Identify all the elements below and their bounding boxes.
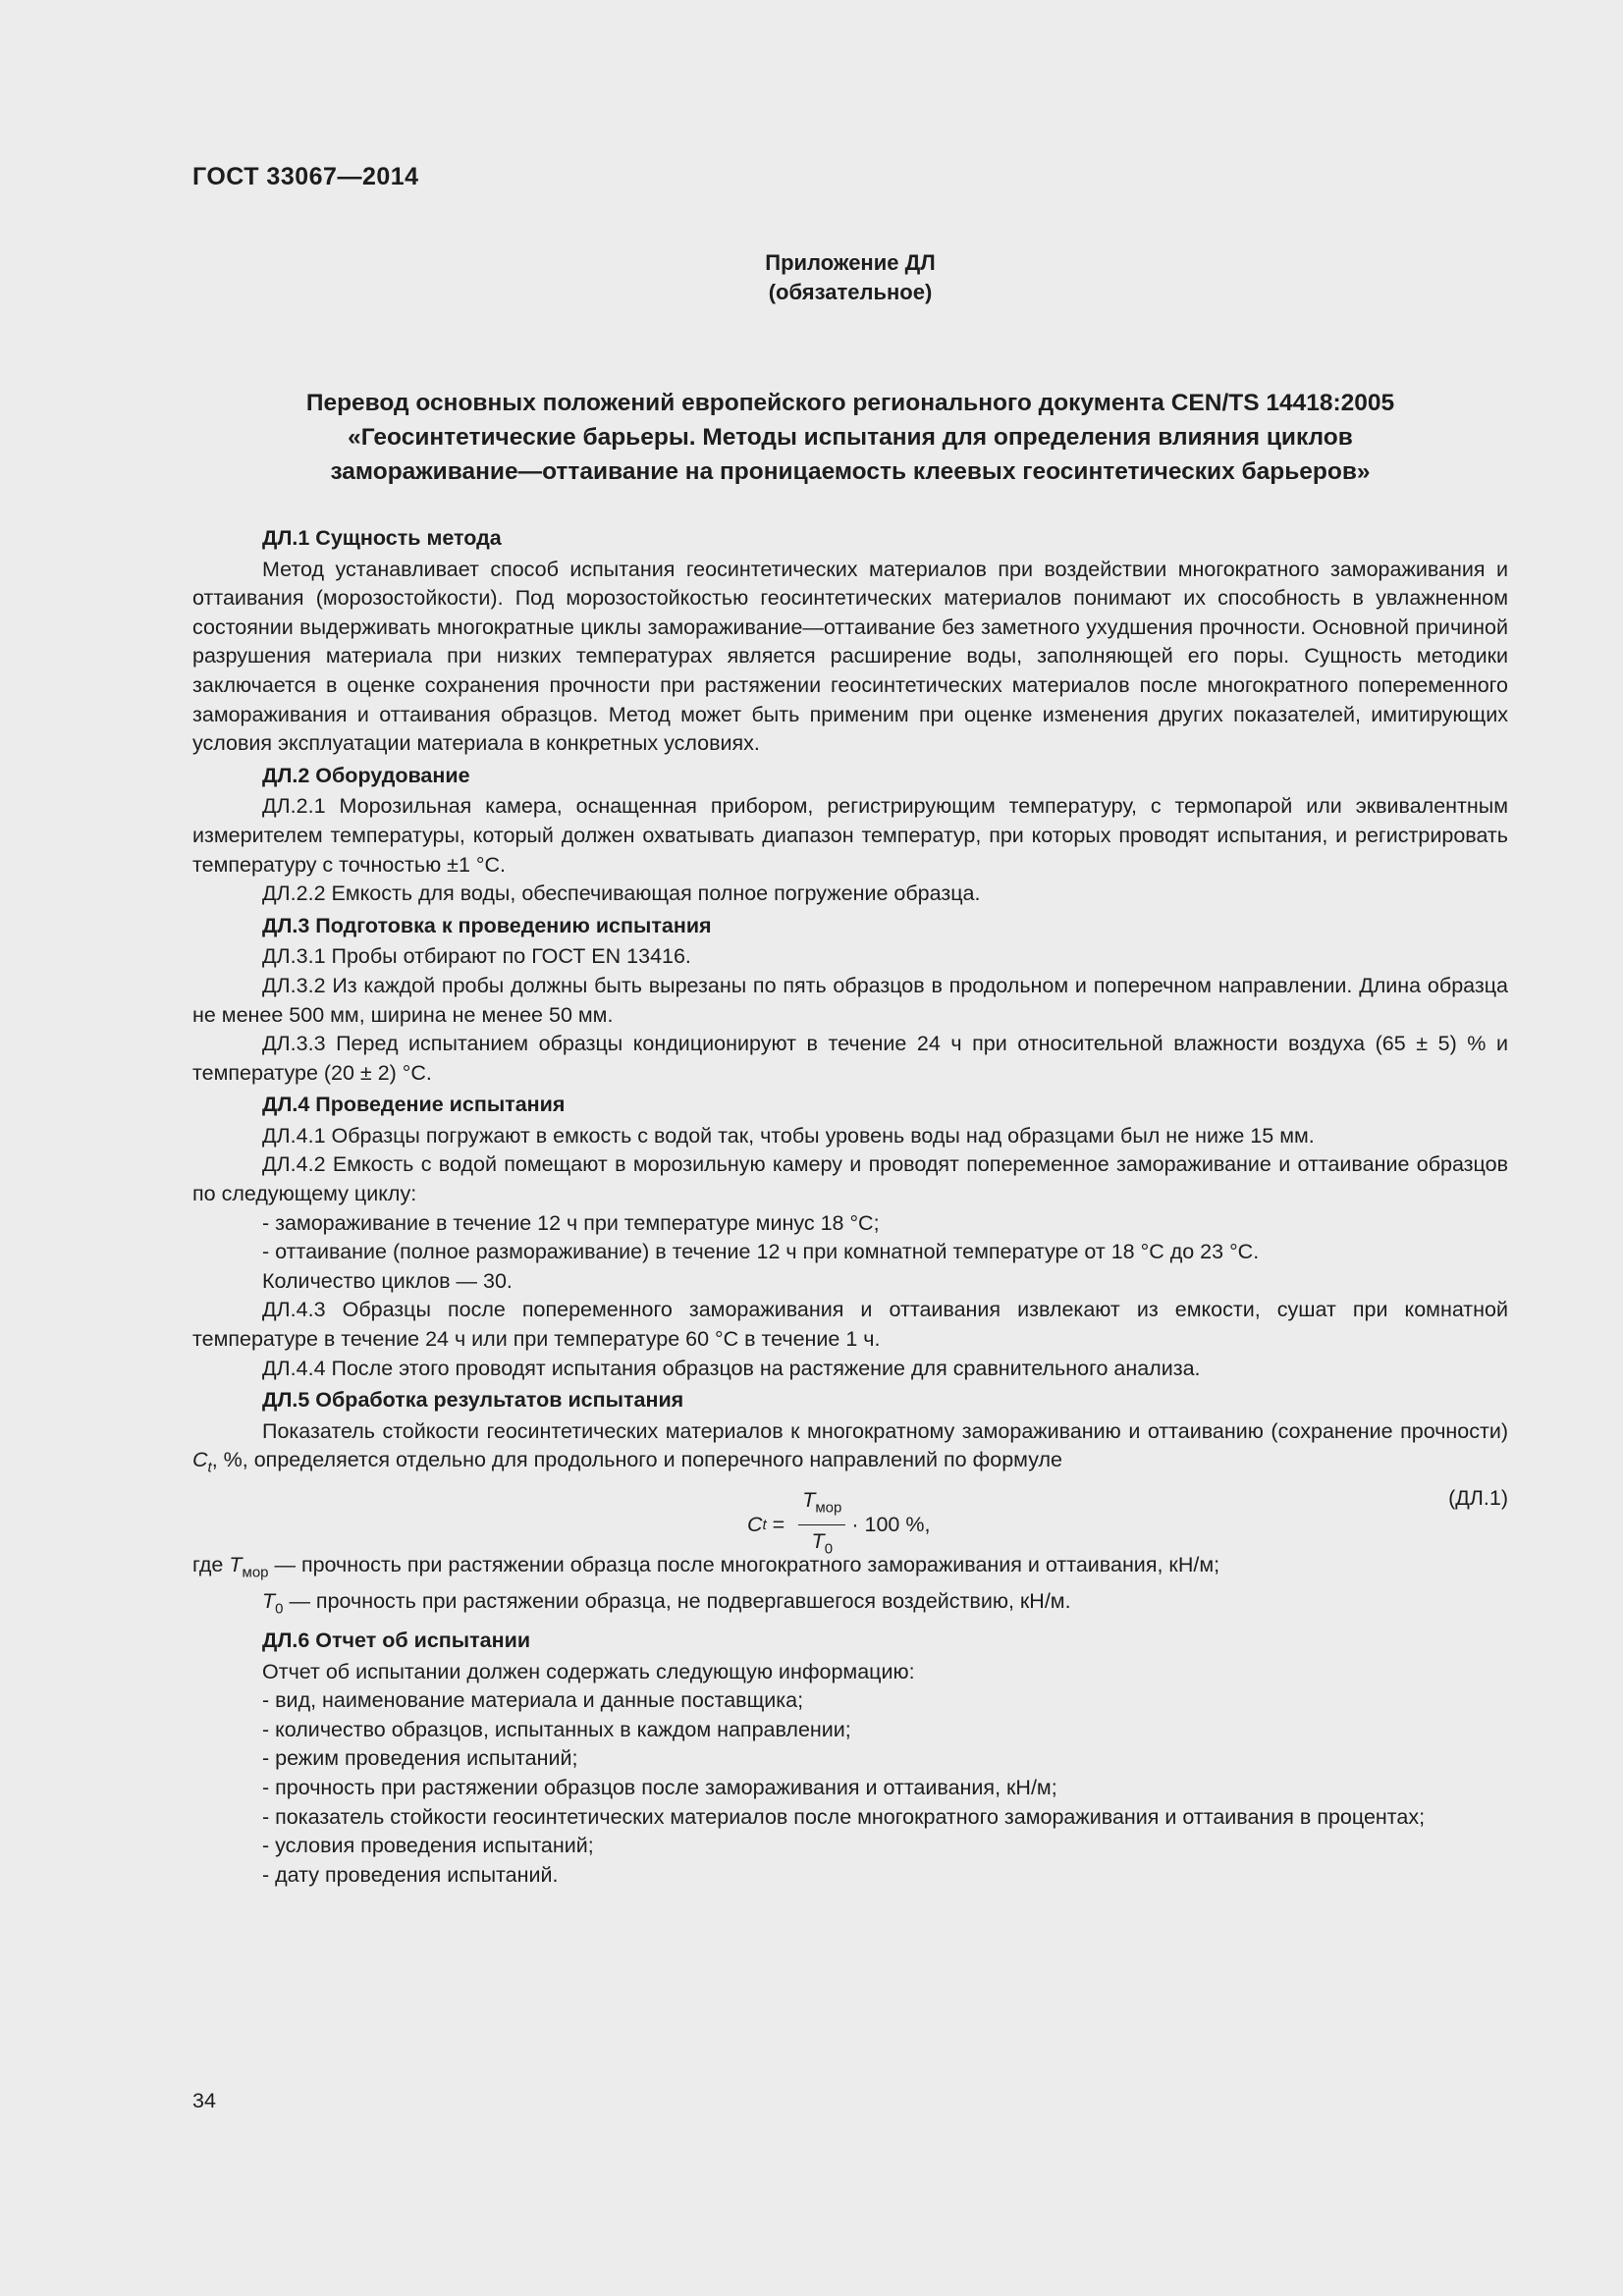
- formula: [747, 1486, 930, 1564]
- text-run: где: [192, 1553, 230, 1577]
- section-heading-dl5: ДЛ.5 Обработка результатов испытания: [262, 1388, 684, 1413]
- paragraph: ДЛ.3.3 Перед испытанием образцы кондиционируют в течение 24 ч при относительной влажности воздуха (65 ± 5) % и температуре (20 ± 2) °С.: [192, 1032, 1508, 1085]
- paragraph: ДЛ.2.1 Морозильная камера, оснащенная прибором, регистрирующим температуру, с термопарой или эквивалентным измерителем температуры, который должен охватывать диапазон температур, при которых проводят испытания, и регистрировать температуру с точностью ±1 °С.: [192, 794, 1508, 877]
- text-run: , %, определяется отдельно для продольного и поперечного направлений по формуле: [211, 1448, 1062, 1472]
- list-item: - режим проведения испытаний;: [262, 1746, 578, 1771]
- formula-rhs: · 100 %,: [851, 1512, 931, 1536]
- list-item: - вид, наименование материала и данные поставщика;: [262, 1688, 804, 1713]
- text-run: — прочность при растяжении образца, не подвергавшегося воздействию, кН/м.: [283, 1589, 1071, 1614]
- formula-block: [192, 1482, 1508, 1558]
- appendix-title: Приложение ДЛ: [765, 250, 936, 275]
- variable: T: [229, 1553, 243, 1577]
- formula-explanation: [192, 1587, 1508, 1624]
- appendix-status: (обязательное): [768, 280, 933, 304]
- list-item: - показатель стойкости геосинтетических материалов после многократного замораживания и оттаивания в процентах;: [262, 1804, 1426, 1829]
- paragraph: Отчет об испытании должен содержать следующую информацию:: [262, 1659, 915, 1683]
- paragraph: ДЛ.4.3 Образцы после попеременного замораживания и оттаивания извлекают из емкости, сушат при комнатной температуре в течение 24 ч или при температуре 60 °С в течение 1 ч.: [192, 1298, 1508, 1352]
- variable-subscript: 0: [275, 1600, 284, 1618]
- denominator-var: T: [811, 1529, 825, 1554]
- section-heading-dl2: ДЛ.2 Оборудование: [262, 763, 470, 787]
- section-heading-dl6: ДЛ.6 Отчет об испытании: [262, 1629, 531, 1653]
- paragraph: [192, 1417, 1508, 1482]
- list-item: - количество образцов, испытанных в каждом направлении;: [262, 1717, 851, 1741]
- numerator-var: T: [802, 1488, 816, 1513]
- section-heading-dl4: ДЛ.4 Проведение испытания: [262, 1093, 566, 1117]
- title-line-1: Перевод основных положений европейского регионального документа CEN/TS 14418:2005: [305, 390, 1395, 416]
- section-heading-dl1: ДЛ.1 Сущность метода: [262, 526, 502, 550]
- list-item: - дату проведения испытаний.: [262, 1862, 559, 1887]
- text-run: Показатель стойкости геосинтетических материалов к многократному замораживанию и оттаиванию (сохранение прочности): [262, 1418, 1508, 1443]
- variable-subscript: мор: [242, 1564, 269, 1581]
- formula-lhs: C: [747, 1512, 763, 1536]
- fraction-numerator: [798, 1486, 845, 1525]
- variable: T: [262, 1589, 276, 1614]
- paragraph: ДЛ.2.2 Емкость для воды, обеспечивающая полное погружение образца.: [262, 881, 981, 906]
- text-run: — прочность при растяжении образца после многократного замораживания и оттаивания, кН/м;: [268, 1553, 1220, 1577]
- document-body: [192, 524, 1508, 1890]
- denominator-subscript: 0: [824, 1540, 834, 1558]
- formula-number: (ДЛ.1): [1448, 1486, 1508, 1511]
- formula-lhs-subscript: t: [762, 1516, 767, 1533]
- variable: C: [192, 1448, 208, 1472]
- paragraph: Метод устанавливает способ испытания геосинтетических материалов при воздействии многократного замораживания и оттаивания (морозостойкости). Под морозостойкостью геосинтетических материалов понимают их способность в увлажненном состоянии выдерживать многократные циклы замораживание—оттаивание без заметного ухудшения прочности. Основной причиной разрушения материала при низких температурах является расширение воды, заполняющей его поры. Сущность методики заключается в оценке сохранения прочности при растяжении геосинтетических материалов после многократного попеременного замораживания и оттаивания образцов. Метод может быть применим при оценке изменения других показателей, имитирующих условия эксплуатации материала в конкретных условиях.: [192, 557, 1508, 756]
- formula-fraction: [798, 1486, 845, 1564]
- title-line-2: «Геосинтетические барьеры. Методы испытания для определения влияния циклов: [348, 424, 1353, 451]
- appendix-heading: [192, 248, 1508, 307]
- title-line-3: замораживание—оттаивание на проницаемость клеевых геосинтетических барьеров»: [330, 458, 1371, 485]
- document-title: [192, 386, 1508, 489]
- formula-equals: =: [766, 1512, 791, 1536]
- document-header: ГОСТ 33067—2014: [192, 163, 419, 190]
- paragraph: ДЛ.4.1 Образцы погружают в емкость с водой так, чтобы уровень воды над образцами был не ниже 15 мм.: [262, 1123, 1315, 1148]
- list-item: - условия проведения испытаний;: [262, 1834, 594, 1858]
- paragraph: ДЛ.3.2 Из каждой пробы должны быть вырезаны по пять образцов в продольном и поперечном направлении. Длина образца не менее 500 мм, ширина не менее 50 мм.: [192, 973, 1508, 1027]
- paragraph: ДЛ.4.4 После этого проводят испытания образцов на растяжение для сравнительного анализа.: [262, 1356, 1201, 1380]
- numerator-subscript: мор: [815, 1499, 842, 1517]
- paragraph: ДЛ.3.1 Пробы отбирают по ГОСТ EN 13416.: [262, 944, 691, 969]
- variable-subscript: t: [207, 1459, 212, 1476]
- list-item: - оттаивание (полное размораживание) в течение 12 ч при комнатной температуре от 18 °С до 23 °С.: [262, 1240, 1260, 1264]
- section-heading-dl3: ДЛ.3 Подготовка к проведению испытания: [262, 913, 712, 937]
- list-item: - замораживание в течение 12 ч при температуре минус 18 °С;: [262, 1210, 880, 1235]
- fraction-denominator: [812, 1525, 833, 1564]
- page-number: 34: [192, 2089, 216, 2112]
- paragraph: ДЛ.4.2 Емкость с водой помещают в морозильную камеру и проводят попеременное замораживание и оттаивание образцов по следующему циклу:: [192, 1152, 1508, 1206]
- list-item: - прочность при растяжении образцов после замораживания и оттаивания, кН/м;: [262, 1776, 1057, 1800]
- paragraph: Количество циклов — 30.: [262, 1268, 513, 1293]
